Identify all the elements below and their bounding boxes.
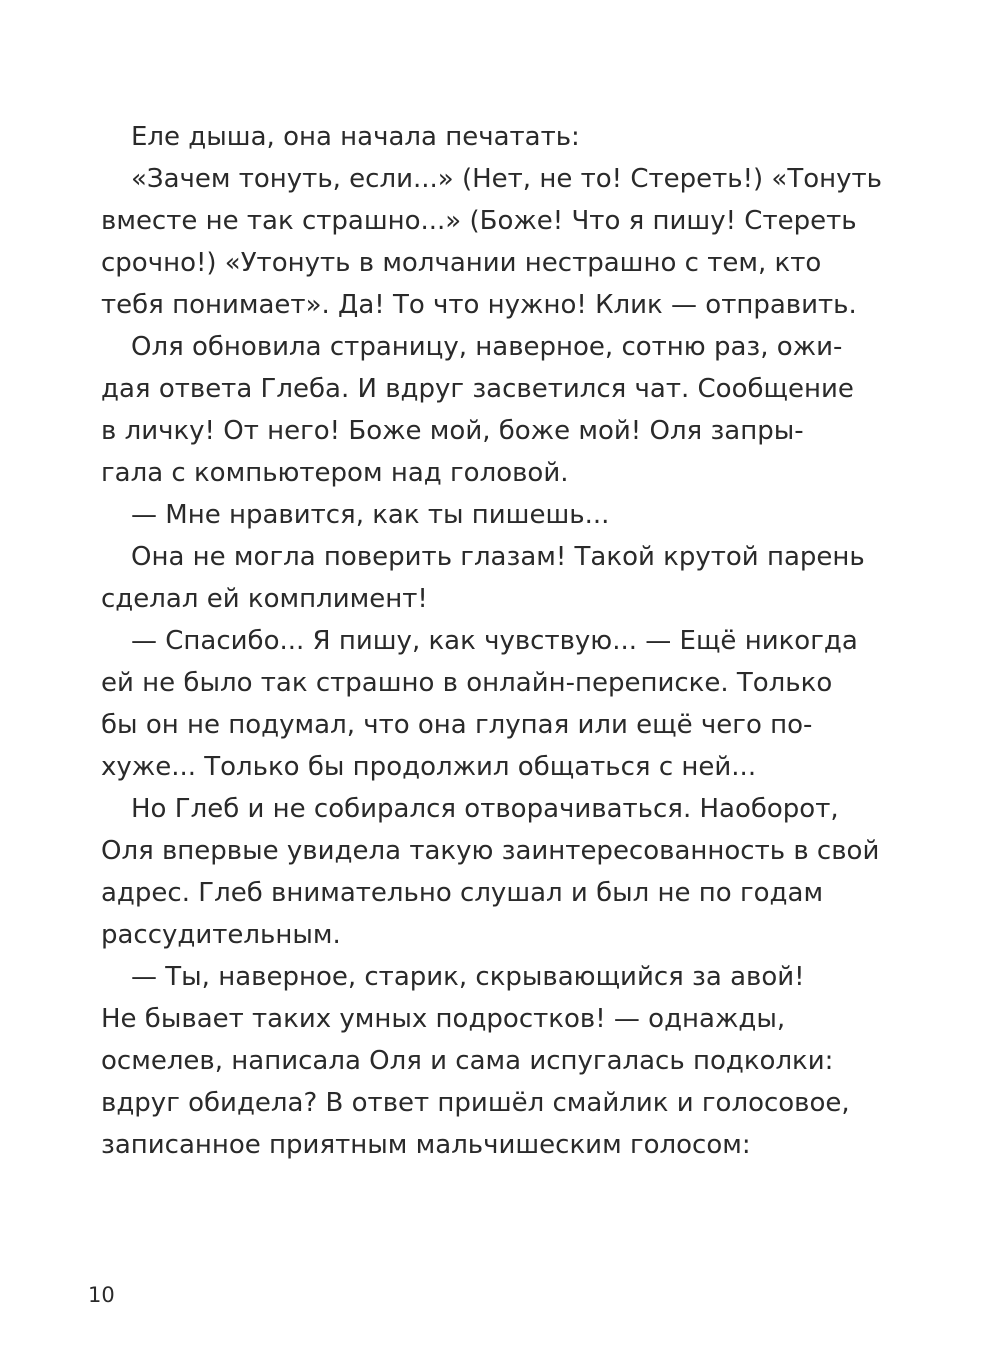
paragraph-line: рассудительным. xyxy=(101,920,341,950)
paragraph-line: дая ответа Глеба. И вдруг засветился чат. Сообщение xyxy=(101,374,854,404)
paragraph-line: записанное приятным мальчишеским голосом: xyxy=(101,1130,751,1160)
paragraph-line: — Ты, наверное, старик, скрывающийся за авой! xyxy=(131,962,805,992)
paragraph-line: Она не могла поверить глазам! Такой крутой парень xyxy=(131,542,865,572)
body-text xyxy=(101,116,931,1166)
paragraph-line: вместе не так страшно...» (Боже! Что я пишу! Стереть xyxy=(101,206,857,236)
paragraph-line: хуже... Только бы продолжил общаться с ней... xyxy=(101,752,757,782)
page-number: 10 xyxy=(88,1283,115,1307)
paragraph-line: «Зачем тонуть, если...» (Нет, не то! Стереть!) «Тонуть xyxy=(131,164,882,194)
paragraph-line: Оля впервые увидела такую заинтересованность в свой xyxy=(101,836,880,866)
paragraph-line: адрес. Глеб внимательно слушал и был не по годам xyxy=(101,878,824,908)
paragraph-line: тебя понимает». Да! То что нужно! Клик — отправить. xyxy=(101,290,857,320)
paragraph-line: бы он не подумал, что она глупая или ещё чего по- xyxy=(101,710,813,740)
paragraph-line: в личку! От него! Боже мой, боже мой! Оля запры- xyxy=(101,416,804,446)
paragraph-line: — Мне нравится, как ты пишешь... xyxy=(131,500,610,530)
paragraph-line: гала с компьютером над головой. xyxy=(101,458,569,488)
paragraph-line: Еле дыша, она начала печатать: xyxy=(131,122,580,152)
paragraph-line: Но Глеб и не собирался отворачиваться. Наоборот, xyxy=(131,794,839,824)
paragraph-line: ей не было так страшно в онлайн-переписке. Только xyxy=(101,668,833,698)
paragraph-line: сделал ей комплимент! xyxy=(101,584,428,614)
paragraph-line: — Спасибо... Я пишу, как чувствую... — Ещё никогда xyxy=(131,626,858,656)
paragraph-line: Оля обновила страницу, наверное, сотню раз, ожи- xyxy=(131,332,843,362)
paragraph-line: срочно!) «Утонуть в молчании нестрашно с тем, кто xyxy=(101,248,822,278)
paragraph-line: вдруг обидела? В ответ пришёл смайлик и голосовое, xyxy=(101,1088,850,1118)
paragraph-line: осмелев, написала Оля и сама испугалась подколки: xyxy=(101,1046,834,1076)
paragraph-line: Не бывает таких умных подростков! — однажды, xyxy=(101,1004,786,1034)
